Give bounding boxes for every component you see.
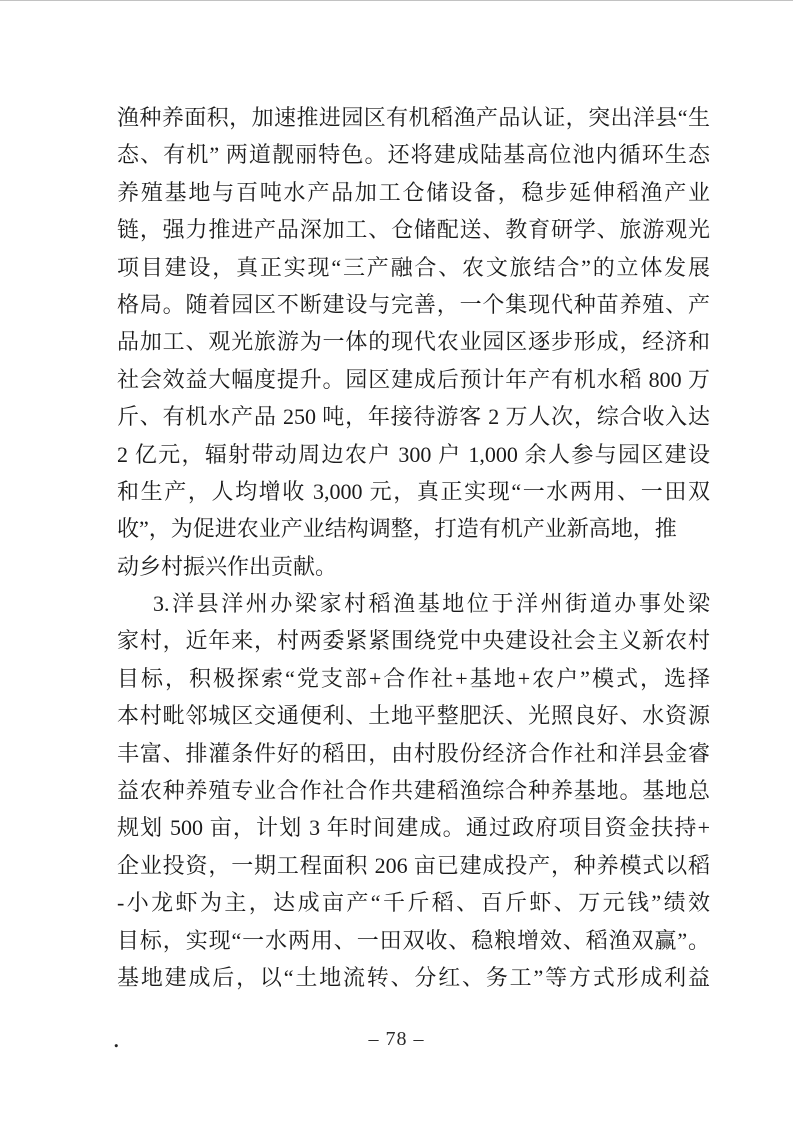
text-line: -小龙虾为主，达成亩产“千斤稻、百斤虾、万元钱”绩效 (117, 890, 710, 916)
text-line: 丰富、排灌条件好的稻田，由村股份经济合作社和洋县金睿 (117, 740, 710, 766)
text-line-paragraph-end: 动乡村振兴作出贡献。 (117, 553, 338, 579)
document-body (117, 99, 710, 996)
text-line: 渔种养面积，加速推进园区有机稻渔产品认证，突出洋县“生 (117, 105, 710, 130)
text-line: 2 亿元，辐射带动周边农户 300 户 1,000 余人参与园区建设 (117, 441, 710, 467)
text-line: 基地建成后，以“土地流转、分红、务工”等方式形成利益 (117, 964, 710, 990)
text-line-paragraph-end: 收”，为促进农业产业结构调整，打造有机产业新高地，推 (117, 516, 677, 542)
text-line: 斤、有机水产品 250 吨，年接待游客 2 万人次，综合收入达 (117, 404, 710, 430)
text-line: 本村毗邻城区交通便利、土地平整肥沃、光照良好、水资源 (117, 703, 710, 729)
text-line: 家村，近年来，村两委紧紧围绕党中央建设社会主义新农村 (117, 628, 710, 654)
stray-ink-dot: . (113, 1024, 120, 1053)
text-line: 格局。随着园区不断建设与完善，一个集现代种苗养殖、产 (117, 291, 710, 317)
text-line: 企业投资，一期工程面积 206 亩已建成投产，种养模式以稻 (117, 852, 710, 878)
text-line: 养殖基地与百吨水产品加工仓储设备，稳步延伸稻渔产业 (117, 179, 710, 205)
text-line: 品加工、观光旅游为一体的现代农业园区逐步形成，经济和 (117, 329, 710, 355)
text-line: 目标，积极探索“党支部+合作社+基地+农户”模式，选择 (117, 665, 710, 691)
text-line: 和生产，人均增收 3,000 元，真正实现“一水两用、一田双 (117, 478, 710, 504)
text-line: 态、有机” 两道靓丽特色。还将建成陆基高位池内循环生态 (117, 142, 710, 168)
text-line: 规划 500 亩，计划 3 年时间建成。通过政府项目资金扶持+ (117, 815, 710, 841)
scan-edge-line (0, 0, 793, 1)
text-line: 链，强力推进产品深加工、仓储配送、教育研学、旅游观光 (117, 217, 710, 243)
text-line: 项目建设，真正实现“三产融合、农文旅结合”的立体发展 (117, 254, 710, 280)
text-line: 社会效益大幅度提升。园区建成后预计年产有机水稻 800 万 (117, 366, 710, 392)
text-line-paragraph-start: 3.洋县洋州办梁家村稻渔基地位于洋州街道办事处梁 (153, 591, 710, 617)
page-number: – 78 – (368, 1028, 425, 1050)
text-line: 益农种养殖专业合作社合作共建稻渔综合种养基地。基地总 (117, 778, 710, 804)
text-line: 目标，实现“一水两用、一田双收、稳粮增效、稻渔双赢”。 (117, 927, 710, 953)
